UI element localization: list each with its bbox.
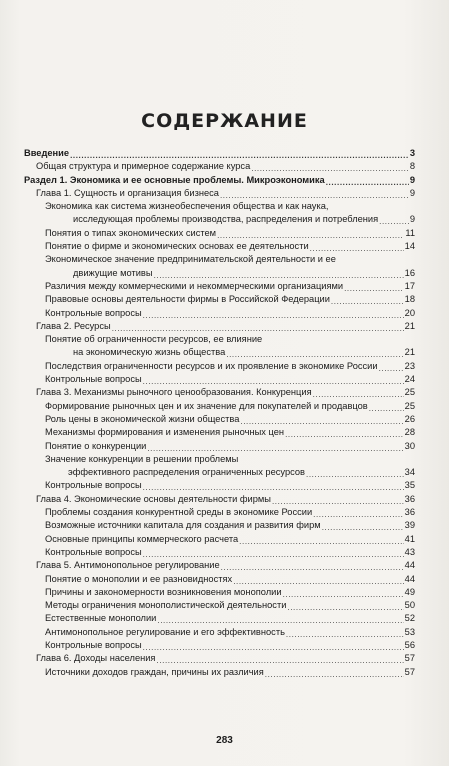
toc-page-number: 14 bbox=[404, 241, 415, 252]
toc-dot-leader bbox=[239, 536, 403, 546]
toc-entry-title: Формирование рыночных цен и их значение для покупателей и продавцов bbox=[45, 400, 368, 411]
toc-page-number: 36 bbox=[404, 493, 415, 504]
toc-entry-title: исследующая проблемы производства, распределения и потребления bbox=[73, 214, 379, 225]
toc-dot-leader bbox=[143, 483, 404, 493]
toc-entry-title: Различия между коммерческими и некоммерческими организациями bbox=[45, 280, 344, 291]
toc-entry bbox=[24, 360, 415, 373]
toc-entry bbox=[24, 533, 415, 546]
toc-dot-leader bbox=[283, 589, 404, 599]
toc-entry bbox=[24, 386, 415, 399]
toc-entry bbox=[24, 519, 415, 532]
toc-page-number: 16 bbox=[404, 267, 415, 278]
toc-entry-title: на экономическую жизнь общества bbox=[73, 347, 226, 358]
toc-entry bbox=[24, 373, 415, 386]
toc-entry-title: Контрольные вопросы bbox=[45, 639, 142, 650]
toc-dot-leader bbox=[313, 509, 404, 519]
toc-entry bbox=[24, 426, 415, 439]
toc-dot-leader bbox=[369, 403, 404, 413]
toc-entry bbox=[24, 213, 415, 226]
toc-page-number: 20 bbox=[404, 307, 415, 318]
toc-entry bbox=[24, 479, 415, 492]
toc-dot-leader bbox=[156, 656, 403, 666]
toc-page-number: 57 bbox=[404, 666, 415, 677]
toc-entry bbox=[24, 626, 415, 639]
toc-page-number: 44 bbox=[404, 573, 415, 584]
toc-page-number: 21 bbox=[404, 347, 415, 358]
toc-entry bbox=[24, 453, 415, 466]
toc-page-number: 28 bbox=[404, 427, 415, 438]
toc-entry bbox=[24, 506, 415, 519]
toc-entry-title: Роль цены в экономической жизни общества bbox=[45, 413, 240, 424]
toc-entry bbox=[24, 400, 415, 413]
toc-entry bbox=[24, 599, 415, 612]
toc-page-number: 56 bbox=[404, 639, 415, 650]
toc-dot-leader bbox=[143, 642, 404, 652]
toc-entry-title: Причины и закономерности возникновения монополии bbox=[45, 586, 282, 597]
toc-page-number: 8 bbox=[409, 161, 415, 172]
toc-entry-title: Основные принципы коммерческого расчета bbox=[45, 533, 239, 544]
toc-entry-title: Естественные монополии bbox=[45, 613, 157, 624]
toc-dot-leader bbox=[379, 217, 409, 227]
toc-entry-title: Общая структура и примерное содержание курса bbox=[36, 161, 251, 172]
toc-dot-leader bbox=[306, 469, 404, 479]
toc-dot-leader bbox=[147, 443, 403, 453]
toc-entry bbox=[24, 147, 415, 160]
toc-page-number: 9 bbox=[409, 214, 415, 225]
toc-dot-leader bbox=[313, 390, 404, 400]
toc-entry bbox=[24, 227, 415, 240]
toc-entry bbox=[24, 413, 415, 426]
toc-dot-leader bbox=[240, 416, 403, 426]
toc-entry-title: Глава 5. Антимонопольное регулирование bbox=[36, 560, 220, 571]
toc-entry-title: Проблемы создания конкурентной среды в экономике России bbox=[45, 507, 313, 518]
toc-page-number: 41 bbox=[404, 533, 415, 544]
toc-entry bbox=[24, 440, 415, 453]
toc-page-number: 24 bbox=[404, 374, 415, 385]
toc-page-number: 17 bbox=[404, 280, 415, 291]
toc-page-number: 11 bbox=[405, 227, 415, 238]
toc-entry-title: Понятие о фирме и экономических основах ее деятельности bbox=[45, 241, 309, 252]
toc-dot-leader bbox=[331, 297, 404, 307]
toc-entry bbox=[24, 293, 415, 306]
toc-entry bbox=[24, 573, 415, 586]
toc-page-number: 25 bbox=[404, 387, 415, 398]
toc-entry-title: Глава 1. Сущность и организация бизнеса bbox=[36, 187, 219, 198]
toc-dot-leader bbox=[344, 283, 404, 293]
toc-page-number: 9 bbox=[409, 187, 415, 198]
toc-dot-leader bbox=[70, 150, 409, 160]
toc-dot-leader bbox=[233, 576, 403, 586]
toc-page-number: 49 bbox=[404, 586, 415, 597]
toc-entry bbox=[24, 160, 415, 173]
toc-entry-title: Контрольные вопросы bbox=[45, 307, 142, 318]
toc-entry-title: Контрольные вопросы bbox=[45, 480, 142, 491]
toc-entry bbox=[24, 307, 415, 320]
toc-page-number: 50 bbox=[404, 600, 415, 611]
toc-dot-leader bbox=[326, 177, 409, 187]
toc-entry-title: Понятие о монополии и ее разновидностях bbox=[45, 573, 233, 584]
toc-page-number: 52 bbox=[404, 613, 415, 624]
toc-entry bbox=[24, 253, 415, 266]
toc-entry-title: Значение конкуренции в решении проблемы bbox=[45, 453, 239, 464]
toc-page-number: 36 bbox=[404, 507, 415, 518]
toc-dot-leader bbox=[310, 243, 404, 253]
table-of-contents bbox=[24, 147, 415, 679]
toc-dot-leader bbox=[285, 430, 404, 440]
toc-dot-leader bbox=[217, 230, 404, 240]
toc-dot-leader bbox=[154, 270, 404, 280]
toc-entry-title: Контрольные вопросы bbox=[45, 546, 142, 557]
toc-entry bbox=[24, 346, 415, 359]
toc-dot-leader bbox=[221, 563, 404, 573]
toc-entry bbox=[24, 639, 415, 652]
toc-dot-leader bbox=[287, 602, 403, 612]
toc-entry bbox=[24, 174, 415, 187]
toc-entry bbox=[24, 493, 415, 506]
toc-entry-title: Последствия ограниченности ресурсов и их проявление в экономике России bbox=[45, 360, 378, 371]
toc-page-number: 53 bbox=[404, 626, 415, 637]
toc-entry bbox=[24, 187, 415, 200]
toc-page-number: 21 bbox=[404, 320, 415, 331]
toc-entry bbox=[24, 546, 415, 559]
toc-entry-title: эффективного распределения ограниченных ресурсов bbox=[68, 467, 305, 478]
toc-dot-leader bbox=[143, 376, 404, 386]
toc-page-number: 25 bbox=[404, 400, 415, 411]
toc-page-number: 57 bbox=[404, 653, 415, 664]
toc-entry bbox=[24, 559, 415, 572]
toc-dot-leader bbox=[272, 496, 404, 506]
toc-page-number: 18 bbox=[404, 294, 415, 305]
toc-entry-title: Экономическое значение предпринимательской деятельности и ее bbox=[45, 254, 336, 265]
toc-page-number: 26 bbox=[404, 413, 415, 424]
toc-entry-title: Глава 2. Ресурсы bbox=[36, 320, 111, 331]
toc-entry bbox=[24, 267, 415, 280]
toc-entry bbox=[24, 586, 415, 599]
toc-entry-title: Механизмы формирования и изменения рыночных цен bbox=[45, 427, 285, 438]
toc-entry-title: Понятие об ограниченности ресурсов, ее влияние bbox=[45, 334, 263, 345]
toc-page-number: 3 bbox=[409, 148, 415, 158]
toc-dot-leader bbox=[379, 363, 404, 373]
toc-entry-title: Антимонопольное регулирование и его эффективность bbox=[45, 626, 285, 637]
toc-entry bbox=[24, 200, 415, 213]
toc-entry bbox=[24, 652, 415, 665]
toc-dot-leader bbox=[265, 669, 404, 679]
toc-dot-leader bbox=[251, 164, 409, 174]
toc-entry-title: Понятия о типах экономических систем bbox=[45, 227, 217, 238]
toc-page-number: 35 bbox=[404, 480, 415, 491]
toc-dot-leader bbox=[112, 323, 404, 333]
page-number: 283 bbox=[216, 735, 233, 746]
toc-dot-leader bbox=[143, 310, 404, 320]
toc-page-number: 23 bbox=[404, 360, 415, 371]
toc-entry-title: Правовые основы деятельности фирмы в Российской Федерации bbox=[45, 294, 330, 305]
toc-dot-leader bbox=[322, 523, 404, 533]
toc-entry bbox=[24, 280, 415, 293]
toc-entry-title: Глава 4. Экономические основы деятельности фирмы bbox=[36, 493, 271, 504]
toc-entry-title: Раздел 1. Экономика и ее основные проблемы. Микроэкономика bbox=[24, 174, 325, 185]
toc-entry bbox=[24, 612, 415, 625]
toc-dot-leader bbox=[157, 616, 403, 626]
toc-dot-leader bbox=[220, 190, 409, 200]
toc-entry-title: Источники доходов граждан, причины их различия bbox=[45, 666, 264, 677]
toc-entry bbox=[24, 320, 415, 333]
toc-dot-leader bbox=[143, 549, 404, 559]
toc-entry-title: Возможные источники капитала для создания и развития фирм bbox=[45, 520, 321, 531]
toc-entry-title: Понятие о конкуренции bbox=[45, 440, 147, 451]
toc-entry-title: Глава 3. Механизмы рыночного ценообразования. Конкуренция bbox=[36, 387, 312, 398]
toc-entry bbox=[24, 240, 415, 253]
toc-entry-title: Глава 6. Доходы населения bbox=[36, 653, 156, 664]
toc-dot-leader bbox=[226, 350, 403, 360]
toc-page-number: 9 bbox=[409, 174, 415, 185]
toc-page-number: 30 bbox=[404, 440, 415, 451]
toc-entry bbox=[24, 466, 415, 479]
toc-entry bbox=[24, 333, 415, 346]
toc-entry-title: Методы ограничения монополистической деятельности bbox=[45, 600, 287, 611]
toc-dot-leader bbox=[286, 629, 404, 639]
toc-page-number: 43 bbox=[404, 546, 415, 557]
toc-entry-title: движущие мотивы bbox=[73, 267, 153, 278]
toc-entry-title: Введение bbox=[24, 148, 70, 158]
toc-page-number: 39 bbox=[404, 520, 415, 531]
toc-page-number: 44 bbox=[404, 560, 415, 571]
toc-page-number: 34 bbox=[404, 467, 415, 478]
toc-entry-title: Экономика как система жизнеобеспечения общества и как наука, bbox=[45, 201, 329, 212]
toc-entry-title: Контрольные вопросы bbox=[45, 374, 142, 385]
page-title: СОДЕРЖАНИЕ bbox=[141, 110, 308, 132]
toc-entry bbox=[24, 666, 415, 679]
